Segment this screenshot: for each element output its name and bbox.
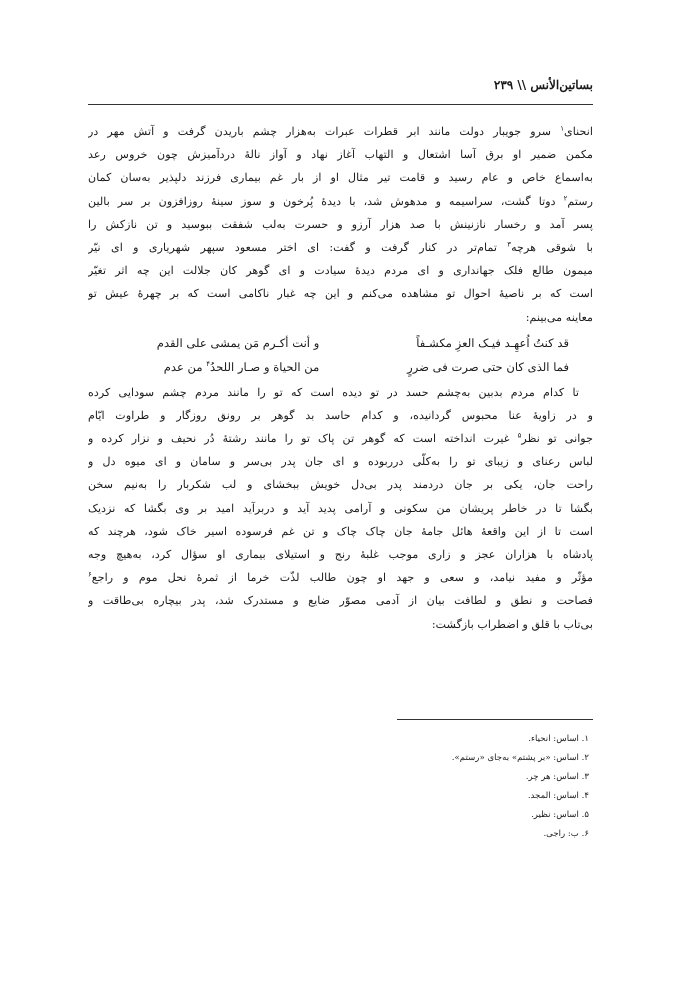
footnote-ref[interactable]: ۶ xyxy=(88,570,92,579)
verse-line xyxy=(88,331,593,355)
footnote-number: ۵. xyxy=(581,810,589,820)
text-line: معاینه می‌بینم: xyxy=(525,310,593,324)
footnote-item xyxy=(200,806,589,825)
hemistich-second: و أنت أکـرم مَن یمشی علی القدم xyxy=(156,335,320,350)
footnote-item xyxy=(200,825,589,844)
text-line: مؤثّر و مفید نیامد، و سعی و جهد او چون طالب لذّت خرما از ثمرهٔ نحل موم و راجع$^۶$ xyxy=(88,570,593,585)
running-head xyxy=(88,78,593,102)
text-line: راحت جان، یکی بر جان دردمند پدر بی‌دل خویش ببخشای و لب شکربار را به‌نیم سخن xyxy=(88,478,593,492)
text-line: به‌اسماع خاص و عام رسید و قامت تیر مثال او از بار غم بیماری فرزند دلپذیر به‌سان کمان xyxy=(88,171,593,185)
footnote-number: ۱. xyxy=(581,734,589,744)
hemistich-first: قد کنتُ اُعهِـد فیـک العزِ مکشـفاً xyxy=(416,335,569,350)
footnote-text: اساس: المجد. xyxy=(527,791,579,801)
footnote-text: ب: راجی. xyxy=(543,829,579,839)
footnote-item xyxy=(200,749,589,768)
footnote-text: اساس: نظیر. xyxy=(531,810,579,820)
footnote-number: ۲. xyxy=(581,753,589,763)
text-line: با شوقی هرچه$^۳$ تمام‌تر در کنار گرفت و گفت: ای اختر مسعود سپهر شهریاری و ای نیّر xyxy=(88,240,593,254)
footnote-ref[interactable]: ۱ xyxy=(560,124,564,133)
footnote-number: ۳. xyxy=(581,772,589,782)
main-text xyxy=(88,120,593,636)
hemistich-first: فما الذی کان حتی صرت فی ضررٍ xyxy=(407,359,569,374)
text-line: بگشا تا در خاطر پریشان من سکونی و آرامی پدید آید و دربرآید امید بر وی بگشا که نزدیک xyxy=(88,501,593,515)
footnote-text: اساس: «بر پشتم» به‌جای «رستم». xyxy=(451,753,579,763)
header-rule xyxy=(88,104,593,105)
text-line: جوانی تو نظر$^۵$ غیرت انداخته است که گوهر تن پاک تو را مانند رشتهٔ دُر نحیف و نزار کرده و xyxy=(88,431,593,446)
text-line: رستم$^۲$ دوتا گشت، سراسیمه و مدهوش شد، با دیدهٔ پُرخون و سوز سینهٔ روزافزون بر سر بالین xyxy=(88,193,593,208)
text-line: فصاحت و نطق و لطافت بیان از آدمی مصوّر ضایع و مستدرک شد، پدر بیچاره بی‌طاقت و xyxy=(88,594,593,608)
text-line: مکمن ضمیر او برق آسا اشتعال و التهاب آغاز نهاد و آواز نالهٔ دردآمیزش چون خروس رعد xyxy=(88,148,593,162)
footnote-ref[interactable]: ۲ xyxy=(563,193,568,202)
text-line: انحنای$^۱$ سرو جویبار دولت مانند ابر قطرات عبرات به‌هزار چشم باریدن گرفت و آتش مهر در xyxy=(88,124,593,138)
text-line: بی‌تاب با قلق و اضطراب بازگشت: xyxy=(431,617,593,631)
page-number: ۲۳۹ xyxy=(493,78,514,92)
footnote-rule xyxy=(397,719,593,720)
footnote-ref[interactable]: ۳ xyxy=(507,240,512,249)
footnote-ref[interactable]: ۵ xyxy=(517,431,522,440)
book-title: بساتین‌الأنس xyxy=(530,78,593,92)
footnote-number: ۴. xyxy=(581,791,589,801)
hemistich-second: من الحیاة و صـار اللحدُ$^۴$ من عدم xyxy=(163,359,320,374)
head-separator: \\ xyxy=(517,78,527,92)
text-line: است که بر ناصیهٔ احوال تو مشاهده می‌کنم و این چه غبار ناکامی است که بر چهرهٔ عیش تو xyxy=(88,287,593,301)
footnote-ref[interactable]: ۴ xyxy=(206,359,211,368)
text-line: پادشاه با هزاران عجز و زاری موجب غلبهٔ رنج و استیلای بیماری او سؤال کرد، به‌هیچ وجه xyxy=(88,548,593,561)
footnote-item xyxy=(200,768,589,787)
text-line: تا کدام مردم بدبین به‌چشم حسد در تو دیده است که تو را مانند مردم چشم سودایی کرده xyxy=(88,385,579,399)
footnote-text: اساس: هر چر. xyxy=(525,772,579,782)
footnote-text: اساس: انحیاء. xyxy=(528,734,579,744)
verse-line xyxy=(88,355,593,379)
footnote-number: ۶. xyxy=(581,829,589,839)
text-line: است تا از این واقعهٔ هائل جامهٔ جان چاک چاک و تن غم فرسوده اسیر خاک شود، هرچند که xyxy=(88,524,593,538)
text-line: لباس رعنای و زیبای تو را به‌کلّی درربوده و ای جان پدر بی‌سر و سامان و ای میوه دل و xyxy=(88,455,593,469)
footnotes xyxy=(200,730,589,844)
poem xyxy=(88,329,593,381)
text-line: میمون طالع فلک جهانداری و ای مردم دیدهٔ سیادت و ای گوهر کان جلالت این چه اثر تغیّر xyxy=(88,264,593,278)
text-line: پسر آمد و رخسار نازنینش با صد هزار آرزو و حسرت به‌لب شفقت ببوسید و تن نازکش را xyxy=(88,217,593,231)
footnote-item xyxy=(200,787,589,806)
text-line: و در زاویهٔ عنا محبوس گردانیده، و کدام حاسد بد گوهر بر رونق روزگار و طراوت ایّام xyxy=(88,408,593,422)
footnote-item xyxy=(200,730,589,749)
